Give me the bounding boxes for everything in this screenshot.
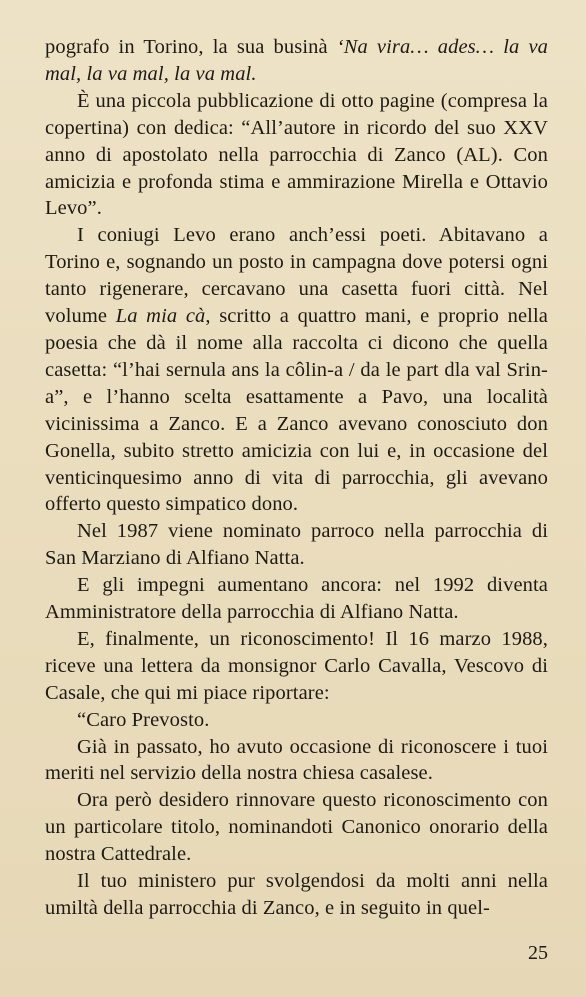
paragraph-text: È una piccola pubblicazione di otto pagine (compresa la copertina) con dedica: “All’autore in ricordo del suo XXV anno di apostolato nella parrocchia di Zanco (AL). Con amicizia e profonda stima e ammirazione Mirella e Ottavio Levo”.	[45, 89, 548, 220]
paragraph-text: pografo in Torino, la sua businà	[45, 36, 337, 58]
paragraph-text: Ora però desidero rinnovare questo riconoscimento con un particolare titolo, nominandoti Canonico onorario della nostra Cattedrale.	[45, 789, 548, 866]
paragraph	[45, 734, 548, 788]
paragraph-text: I coniugi Levo erano anch’essi poeti. Abitavano a Torino e, sognando un posto in campagna dove potersi ogni tanto rigenerare, cercavano una casetta fuori città. Nel volume	[45, 224, 548, 328]
paragraph	[45, 787, 548, 868]
paragraph-text: Nel 1987 viene nominato parroco nella parrocchia di San Marziano di Alfiano Natta.	[45, 520, 548, 570]
paragraph	[45, 707, 548, 734]
paragraph-text: Il tuo ministero pur svolgendosi da molti anni nella umiltà della parrocchia di Zanco, e in seguito in quel-	[45, 870, 548, 919]
paragraph	[45, 626, 548, 707]
paragraph	[45, 88, 548, 223]
paragraph	[45, 868, 548, 922]
paragraph	[45, 34, 548, 88]
paragraph-text: Già in passato, ho avuto occasione di riconoscere i tuoi meriti nel servizio della nostra chiesa casalese.	[45, 735, 548, 785]
page-body-text	[45, 34, 548, 922]
paragraph-text: E, finalmente, un riconoscimento! Il 16 marzo 1988, riceve una lettera da monsignor Carlo Cavalla, Vescovo di Casale, che qui mi piace riportare:	[45, 627, 548, 704]
paragraph	[45, 572, 548, 626]
italic-text: ‘Na vira… ades… la va mal, la va mal, la va mal.	[45, 36, 548, 85]
paragraph	[45, 222, 548, 518]
paragraph-text: E gli impegni aumentano ancora: nel 1992 diventa Amministratore della parrocchia di Alfiano Natta.	[45, 574, 548, 624]
paragraph-text: “Caro Prevosto.	[77, 708, 210, 731]
italic-text: La mia cà	[115, 305, 206, 328]
page-number: 25	[528, 942, 548, 964]
paragraph	[45, 518, 548, 572]
paragraph-text: , scritto a quattro mani, e proprio nella poesia che dà il nome alla raccolta ci dicono che quella casetta: “l’hai sernula ans la côlin-a / da le part dla val Srin-a”, e l’hanno scelta esattamente a Pavo, una località vicinissima a Zanco. E a Zanco avevano conosciuto don Gonella, subito stretto amicizia con lui e, in occasione del venticinquesimo anno di vita di parrocchia, gli avevano offerto questo simpatico dono.	[45, 305, 548, 516]
